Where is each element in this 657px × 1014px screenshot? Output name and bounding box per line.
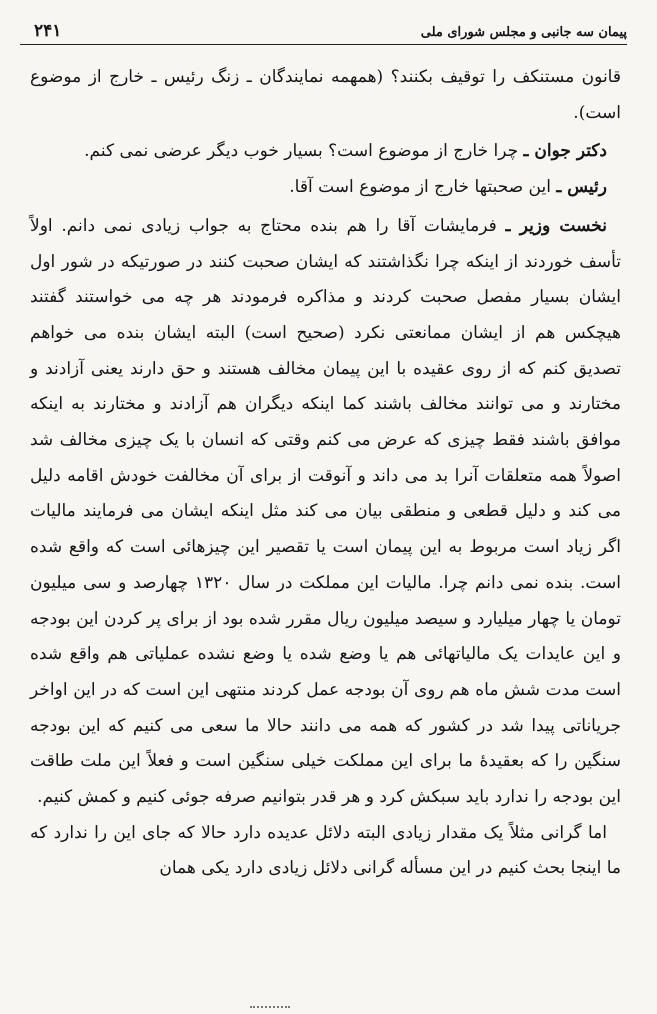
page-number: ۲۴۱ (34, 21, 62, 41)
speaker-name: رئیس ـ (556, 177, 607, 198)
page-header (20, 14, 627, 45)
paragraph-text: این صحبتها خارج از موضوع است آقا. (289, 177, 551, 198)
speaker-name: دکتر جوان ـ (523, 141, 607, 162)
paragraph (30, 60, 621, 131)
speaker-name: نخست وزیر ـ (505, 215, 607, 236)
paragraph-text: اما گرانی مثلاً یک مقدار زیادی البته دلائل عدیده دارد حالا که جای این را ندارد که ما اینجا بحث کنیم در این مسأله گرانی دلائل زیادی دارد یکی همان (30, 822, 621, 879)
running-title: پیمان سه جانبی و مجلس شورای ملی (420, 25, 627, 40)
paragraph-text: چرا خارج از موضوع است؟ بسیار خوب دیگر عرضی نمی کنم. (84, 141, 519, 162)
paragraph-text: قانون مستنکف را توقیف بکنند؟ (همهمه نمایندگان ـ زنگ رئیس ـ خارج از موضوع است). (30, 67, 621, 123)
paragraph (30, 209, 621, 816)
paragraph (30, 170, 621, 206)
paragraph (30, 816, 621, 887)
paragraph (30, 134, 621, 170)
body-text (30, 60, 621, 974)
page-bottom-mark (250, 1006, 290, 1012)
paragraph-text: فرمایشات آقا را هم بنده محتاج به جواب زیادی نمی دانم. اولاً تأسف خوردند از اینکه چرا نگذاشتند که ایشان صحبت کنند در صورتیکه در شور اول ایشان بسیار مفصل صحبت کردند و مذاکره فرمودند هر چه می خواستند گفتند هیچکس هم از ایشان ممانعتی نکرد (صحیح است) البته ایشان بنده می خواهم تصدیق کنم که از روی عقیده با این پیمان مخالف هستند و حق دارند یعنی آزادند و مختارند و می توانند مخالف باشند کما اینکه دیگران هم آزادند و مختارند به اینکه موافق باشند فقط چیزی که عرض می کنم وقتی که انسان با یک چیزی مخالف شد اصولاً همه متعلقات آنرا بد می داند و آنوقت از برای آن مخالفت خودش اقامه دلیل می کند و دلیل قطعی و منطقی بیان می کند مثل اینکه ایشان می فرمایند مالیات اگر زیاد است مربوط به این پیمان است یا تقصیر این چیزهائی است که واقع شده است. بنده نمی دانم چرا. مالیات این مملکت در سال ۱۳۲۰ چهارصد و سی میلیون تومان یا چهار میلیارد و سیصد میلیون ریال مقرر شده بود از برای پر کردن این بودجه و این عایدات یک مالیاتهائی هم یا وضع شده یا وضع نشده عملیاتی هم واقع شده است مدت شش ماه هم روی آن بودجه عمل کردند منتهی این است که در این اواخر جریاناتی پیدا شد در کشور که همه می دانند حالا ما سعی می کنیم که این بودجه سنگین را که بعقیدهٔ ما برای این مملکت خیلی سنگین است و فعلاً این ملت طاقت این بودجه را ندارد باید سبکش کرد و هر قدر بتوانیم صرفه جوئی کنیم و کمش کنیم. (30, 215, 622, 808)
